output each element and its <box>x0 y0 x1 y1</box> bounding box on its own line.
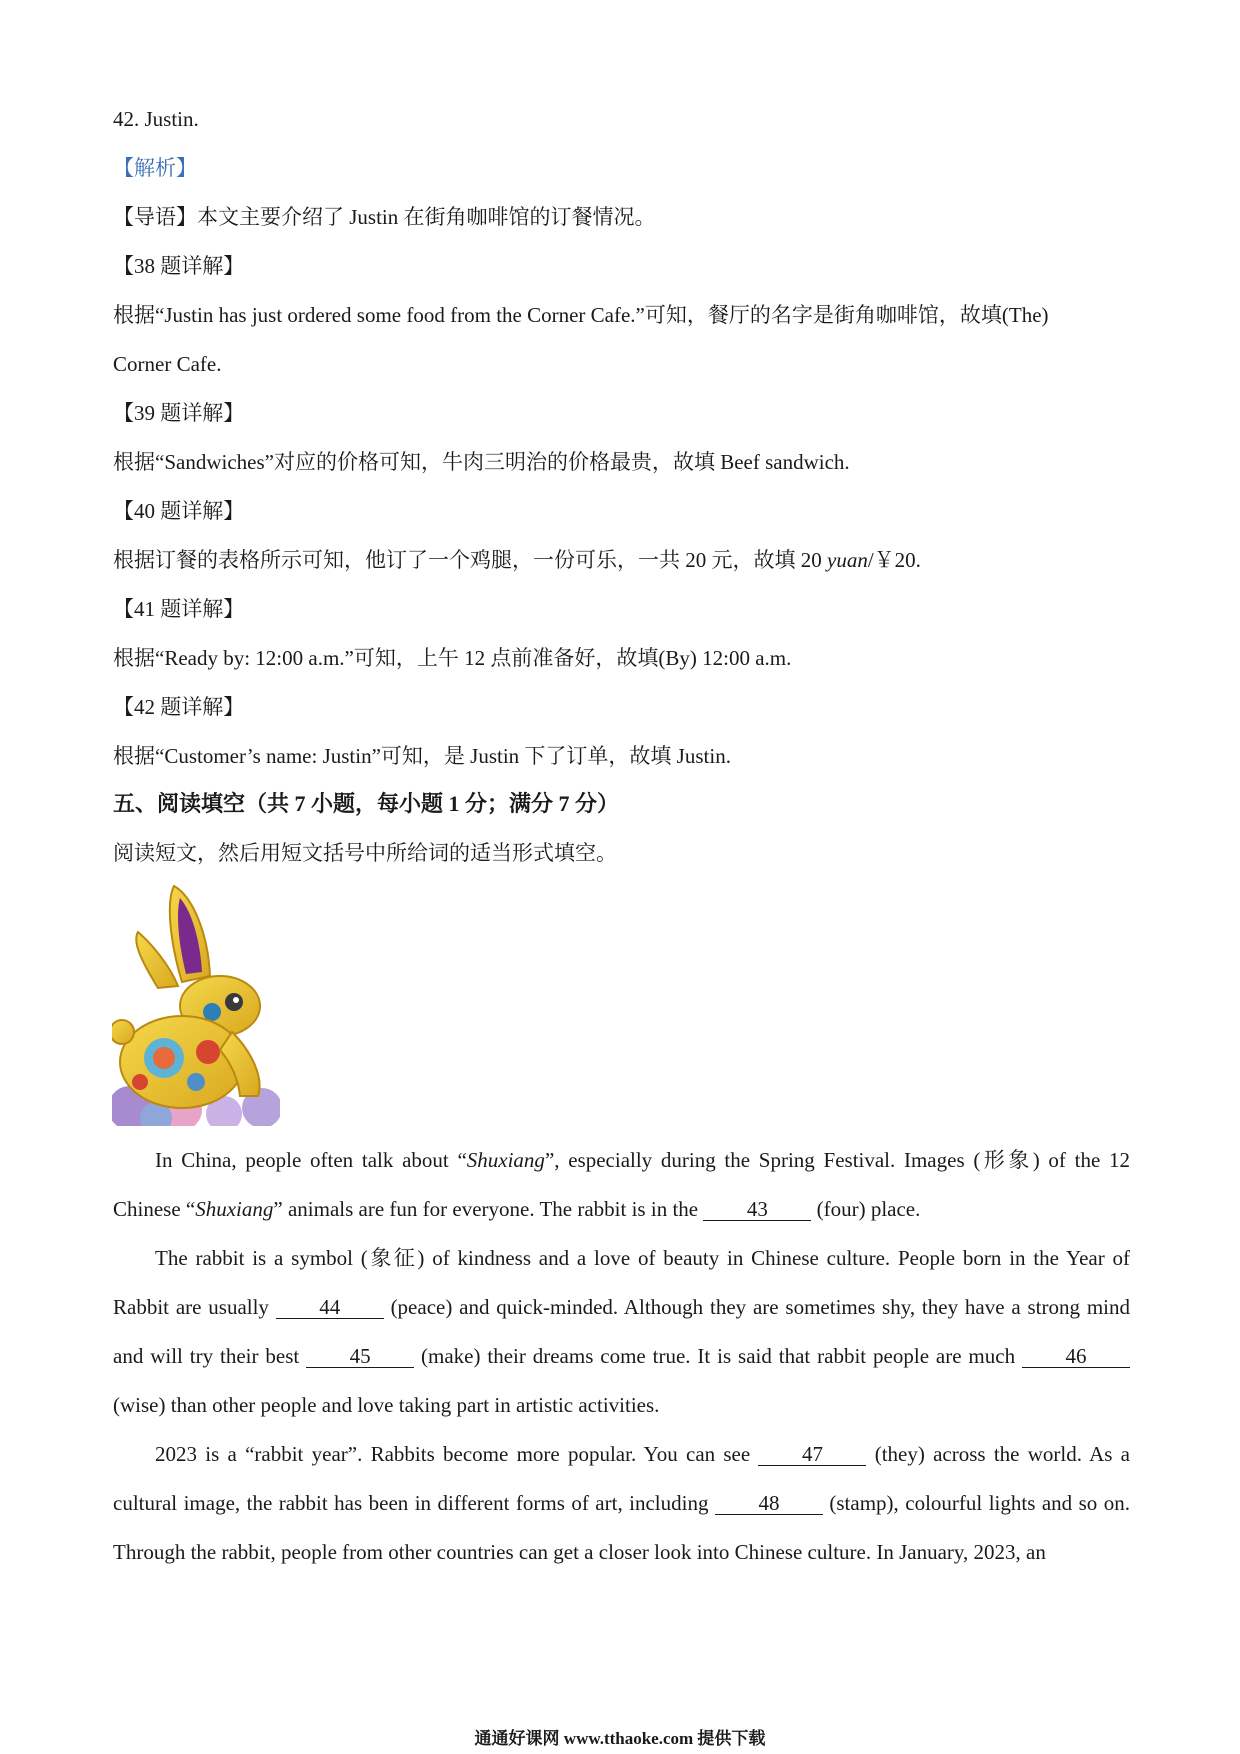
rabbit-image <box>112 882 280 1126</box>
section-five-heading: 五、阅读填空（共 7 小题，每小题 1 分；满分 7 分） <box>113 791 620 816</box>
passage-paragraph-1 <box>113 1136 1130 1234</box>
q41-heading: 【41 题详解】 <box>113 597 245 621</box>
p2-text-4: (wise) than other people and love taking part in artistic activities. <box>113 1393 660 1417</box>
p1-text-1: In China, people often talk about “ <box>155 1148 467 1172</box>
q41-explanation: 根据“Ready by: 12:00 a.m.”可知，上午 12 点前准备好，故填(By) 12:00 a.m. <box>113 646 792 670</box>
q38-heading: 【38 题详解】 <box>113 254 245 278</box>
blank-46[interactable]: 46 <box>1022 1345 1130 1368</box>
p1-shuxiang-1: Shuxiang <box>466 1148 545 1172</box>
p3-text-2: (they) across the world. As a cultural image, the rabbit has been in different forms of art, including <box>113 1442 1130 1515</box>
blank-44[interactable]: 44 <box>276 1296 384 1319</box>
q40-text-a: 根据订餐的表格所示可知，他订了一个鸡腿，一份可乐，一共 20 元，故填 20 <box>113 548 827 572</box>
q38-explanation-cont: Corner Cafe. <box>113 352 222 376</box>
q42-explanation: 根据“Customer’s name: Justin”可知，是 Justin 下了订单，故填 Justin. <box>113 744 731 768</box>
intro-line: 【导语】本文主要介绍了 Justin 在街角咖啡馆的订餐情况。 <box>113 205 656 229</box>
p1-text-4: (four) place. <box>811 1197 921 1221</box>
rabbit-illustration <box>112 882 280 1126</box>
passage-paragraph-3 <box>113 1430 1130 1577</box>
p3-text-3: (stamp), colourful lights and so on. Through the rabbit, people from other countries can get a closer look into Chinese culture. In January, 2023, an <box>113 1491 1130 1564</box>
q40-text-yuan: yuan <box>827 548 868 572</box>
q40-heading: 【40 题详解】 <box>113 499 245 523</box>
q40-explanation <box>113 546 921 574</box>
q38-explanation: 根据“Justin has just ordered some food from the Corner Cafe.”可知，餐厅的名字是街角咖啡馆，故填(The) <box>113 303 1049 327</box>
p2-text-2: (peace) and quick-minded. Although they are sometimes shy, they have a strong mind and will try their best <box>113 1295 1130 1368</box>
q39-explanation: 根据“Sandwiches”对应的价格可知，牛肉三明治的价格最贵，故填 Beef sandwich. <box>113 450 850 474</box>
blank-48[interactable]: 48 <box>715 1492 823 1515</box>
section-instructions: 阅读短文，然后用短文括号中所给词的适当形式填空。 <box>113 841 617 865</box>
blank-43[interactable]: 43 <box>703 1198 811 1221</box>
p1-shuxiang-2: Shuxiang <box>195 1197 274 1221</box>
p1-text-2: ”, especially during the Spring Festival. Images (形象) of the 12 Chinese “ <box>113 1148 1130 1221</box>
q42-heading: 【42 题详解】 <box>113 695 245 719</box>
q40-text-c: /￥20. <box>867 548 921 572</box>
p2-text-3: (make) their dreams come true. It is said that rabbit people are much <box>414 1344 1022 1368</box>
passage-paragraph-2 <box>113 1234 1130 1430</box>
analysis-tag: 【解析】 <box>113 156 197 180</box>
q39-heading: 【39 题详解】 <box>113 401 245 425</box>
blank-47[interactable]: 47 <box>758 1443 866 1466</box>
answer-42: 42. Justin. <box>113 107 199 131</box>
p3-text-1: 2023 is a “rabbit year”. Rabbits become more popular. You can see <box>155 1442 759 1466</box>
blank-45[interactable]: 45 <box>306 1345 414 1368</box>
p1-text-3: ” animals are fun for everyone. The rabbit is in the <box>273 1197 704 1221</box>
page-footer: 通通好课网 www.tthaoke.com 提供下载 <box>474 1729 766 1748</box>
p2-text-1: The rabbit is a symbol (象征) of kindness and a love of beauty in Chinese culture. People born in the Year of Rabbit are usually <box>113 1246 1130 1319</box>
